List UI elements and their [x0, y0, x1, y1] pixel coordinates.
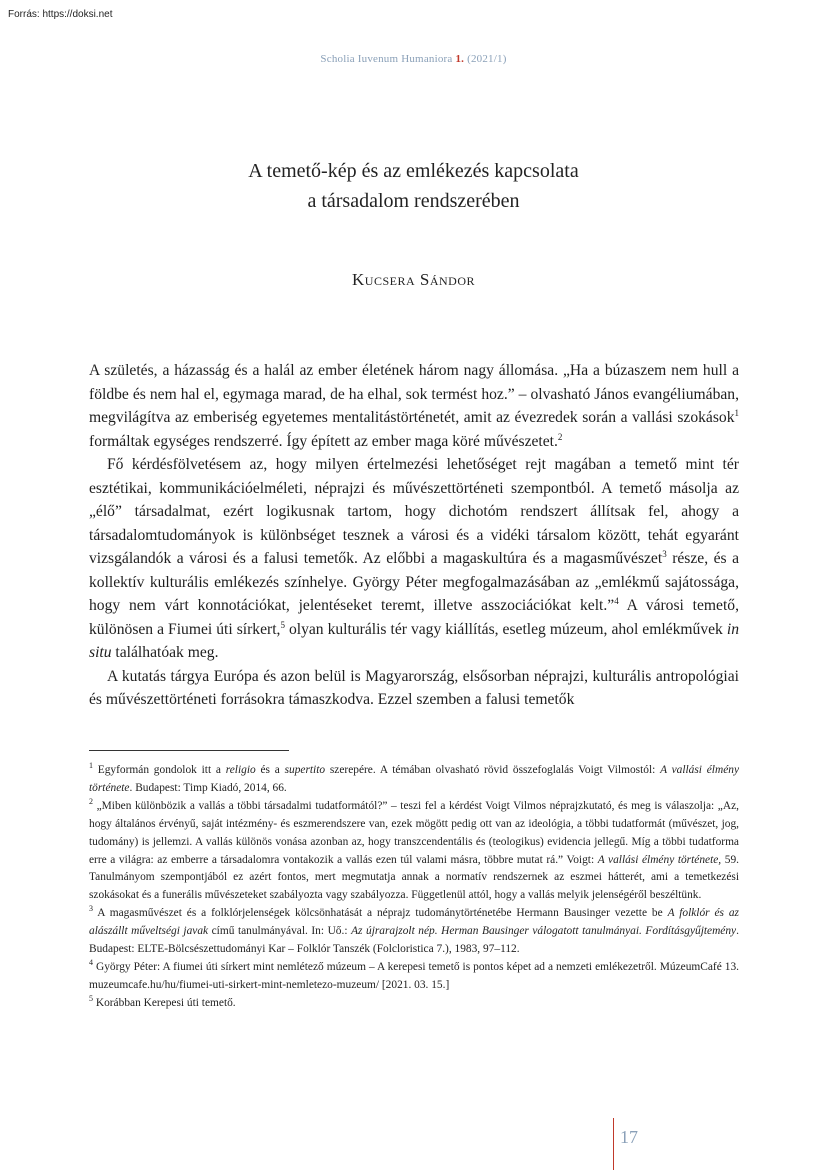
footnote-number: 4	[89, 958, 93, 968]
text-run: A magasművészet és a folklórjelenségek kölcsönhatását a néprajz tudománytörténetébe Hermann Bausinger vezette be	[93, 907, 668, 920]
paragraph-3: A kutatás tárgya Európa és azon belül is Magyarország, elsősorban néprajzi, kulturális antropológiai és művészettörténeti forrásokra támaszkodva. Ezzel szemben a falusi temetők	[89, 667, 739, 708]
author-name: Kucsera Sándor	[352, 270, 475, 289]
italic-title: Az újrarajzolt nép. Herman Bausinger válogatott tanulmányai. Fordításgyűjtemény	[351, 925, 737, 938]
text-run: 59. Tanulmányom szempontjából ez azért fontos, mert megmutatja annak a normatív rendszernek az eszmei hátterét, ami a temetkezési szokásokat és a funerális művészeteket szabályozta vagy szabályozza. Függetlenül attól, hogy a vallás melyik jelenségéről beszéltünk.	[89, 853, 739, 902]
text-run: Fő kérdésfölvetésem az, hogy milyen értelmezési lehetőséget rejt magában a temető mint tér esztétikai, kommunikációelméleti, néprajzi és művészettörténeti szempontból. A temető másolja az „élő” társadalmat, ezért logikusnak tartom, hogy dichotóm rendszert állítsak fel, ahogy a társadalomtudományok is különbséget tesznek a városi és a vidéki társalom között, tehát egyaránt vizsgálandók a városi és a falusi temetők. Az előbbi a magaskultúra és a magasművészet	[89, 456, 739, 567]
footnote-ref-5[interactable]: 5	[280, 619, 285, 630]
footnote-number: 1	[89, 761, 93, 771]
footnote-number: 3	[89, 904, 93, 914]
author	[0, 270, 827, 290]
italic-term: religio	[225, 764, 256, 776]
footnote-number: 2	[89, 797, 93, 807]
footnote-2	[89, 798, 739, 905]
volume-number: 1.	[455, 53, 465, 65]
text-run: . Budapest: Timp Kiadó, 2014, 66.	[129, 781, 287, 794]
text-run: szerepére. A témában olvasható rövid összefoglalás Voigt Vilmostól:	[325, 764, 661, 776]
footnotes	[89, 762, 739, 1013]
footnote-1	[89, 762, 739, 798]
title-line-1: A temető-kép és az emlékezés kapcsolata	[248, 160, 579, 182]
footnote-ref-3[interactable]: 3	[662, 548, 667, 559]
journal-name: Scholia Iuvenum Humaniora	[320, 53, 453, 65]
italic-title: A vallási élmény története	[89, 764, 740, 794]
italic-term: supertito	[284, 764, 326, 776]
italic-term: in situ	[89, 620, 739, 661]
running-head	[0, 53, 827, 65]
text-run: című tanulmányával. In: Uő.:	[208, 925, 352, 938]
text-run: olyan kulturális tér vagy kiállítás, esetleg múzeum, ahol emlékművek	[284, 620, 727, 638]
text-run: és a	[255, 764, 285, 776]
text-run: találhatóak meg.	[111, 644, 219, 661]
footnote-ref-4[interactable]: 4	[614, 595, 619, 606]
title-line-2: a társadalom rendszerében	[307, 190, 520, 212]
article-title	[0, 156, 827, 216]
source-label: Forrás: https://doksi.net	[8, 9, 113, 20]
text-run: . Budapest: ELTE-Bölcsészettudományi Kar – Folklór Tanszék (Folcloristica 7.), 1983, 97–112.	[89, 925, 739, 956]
footnote-3	[89, 905, 739, 959]
text-run: formáltak egységes rendszerré. Így épített az ember maga köré művészetet.	[89, 432, 558, 450]
text-run: Egyformán gondolok itt a	[93, 764, 226, 776]
footnote-ref-2[interactable]: 2	[557, 431, 563, 442]
footnote-separator	[89, 750, 289, 751]
text-run: „Miben különbözik a vallás a többi társadalmi tudatformától?” – teszi fel a kérdést Voigt Vilmos néprajzkutató, és meg is válaszolja: „Az, hogy általános érvényű, saját intézmény- és eszmerendszere van, ezek mögött pedig ott van az ideológia, a többi tudatformát (művészet, jog, tudomány) is jellemzi. A vallás különös vonása azonban az, hogy transzcendentális és (teologikus) evidencia jellegű. Míg a többi tudatforma erre a világra: az emberre a társadalomra vontakozik a vallás ezen túl valami másra, többre mutat rá.” Voigt:	[89, 799, 739, 866]
issue: (2021/1)	[467, 53, 507, 65]
text-run: A születés, a házasság és a halál az ember életének három nagy állomása. „Ha a búzaszem nem hull a földbe és nem hal el, egymaga marad, de ha elhal, sok termést hoz.” – olvasható János evangéliumában, megvilágítva az emberiség egyetemes mentalitástörténetét, amit az évezredek során a vallási szokások	[89, 362, 739, 426]
footnote-4	[89, 959, 739, 995]
page-number: 17	[620, 1127, 638, 1147]
text-run: Korábban Kerepesi úti temető.	[93, 996, 236, 1009]
italic-title: A folklór és az alászállt műveltségi javak	[89, 907, 739, 938]
text-run: része, és a kollektív kulturális emlékezés színhelye. György Péter megfogalmazásában az „emlékmű sajátossága, hogy nem várt konnotációkat, jelentéseket teremt, illetve asszociációkat kelt.”	[89, 550, 739, 614]
paragraph-2	[89, 453, 739, 665]
text-run: A városi temető, különösen a Fiumei úti sírkert,	[89, 597, 739, 638]
page-number-rule	[613, 1118, 614, 1170]
italic-title: A vallási élmény története,	[597, 853, 722, 866]
footnote-ref-1[interactable]: 1	[734, 407, 739, 418]
text-run: György Péter: A fiumei úti sírkert mint nemlétező múzeum – A kerepesi temető is pontos képet ad a nemzeti emlékezetről. MúzeumCafé 13. muzeumcafe.hu/hu/fiumei-uti-sirkert-mint-nemletezo-muzeum/ [2021. 03. 15.]	[89, 960, 739, 991]
paragraph-1	[89, 359, 739, 453]
article-body	[89, 359, 739, 712]
footnote-number: 5	[89, 993, 93, 1003]
footnote-5	[89, 995, 739, 1013]
